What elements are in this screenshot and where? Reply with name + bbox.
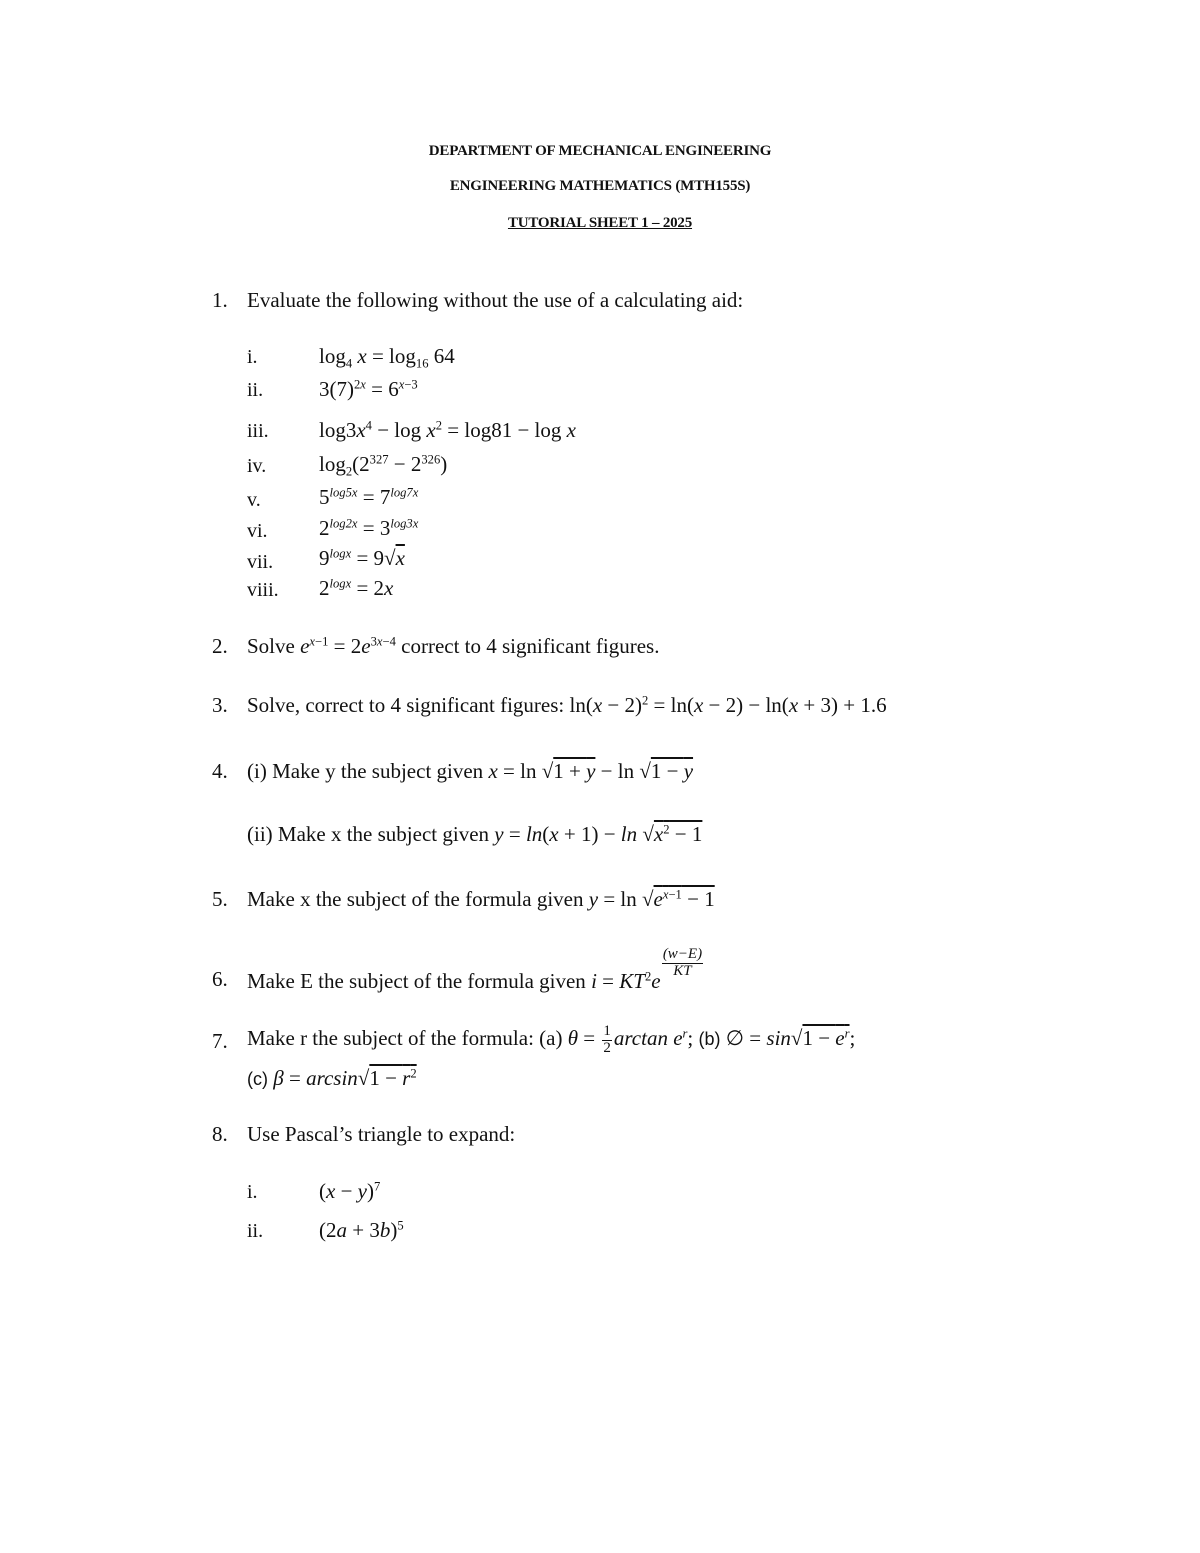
q1-item-8-expression: $2^{logx} = 2x$ xyxy=(319,576,394,600)
q1-item-7-expression: $9^{logx} = 9√x$ xyxy=(319,546,405,570)
question-1-text: Evaluate the following without the use of a calculating aid: xyxy=(247,288,744,312)
department-heading: DEPARTMENT OF MECHANICAL ENGINEERING xyxy=(428,143,772,159)
q1-item-2-expression: $3(7)^{2x} = 6^{x-3}$ xyxy=(319,377,418,401)
q1-item-label: ii. xyxy=(247,379,264,401)
question-4-number: 4. xyxy=(212,759,228,783)
sheet-title: TUTORIAL SHEET 1 – 2025 xyxy=(507,215,693,231)
question-2-number: 2. xyxy=(212,634,228,658)
question-8-number: 8. xyxy=(212,1122,228,1146)
q7-equation-a: θ = $\frac{1}{2}$ $\arctan e^r$; xyxy=(567,1023,694,1056)
q8-item-label: i. xyxy=(247,1181,258,1203)
question-5-number: 5. xyxy=(212,887,228,911)
course-heading: ENGINEERING MATHEMATICS (MTH155S) xyxy=(449,178,751,194)
q2-equation: $e^{x-1} = 2e^{3x-4}$ xyxy=(300,634,396,658)
question-5-text xyxy=(247,887,715,912)
q1-item-label: iii. xyxy=(247,420,269,442)
question-1-number: 1. xyxy=(212,288,228,312)
q1-item-6-expression: $2^{log2x} = 3^{log3x}$ xyxy=(319,516,419,540)
q3-lead-text: Solve, correct to 4 significant figures: xyxy=(247,693,565,717)
q1-item-1-expression: $\log_4 x = \log_{16} 64$ xyxy=(319,344,455,371)
question-7-part-c xyxy=(247,1066,417,1091)
q4-part-1-text: (i) Make y the subject given xyxy=(247,759,484,783)
q7-equation-c: $\beta = \arcsin√1 - r^2$ xyxy=(273,1066,417,1090)
q7-equation-b: ∅ = $\sin√1 - e^r$; xyxy=(725,1026,856,1051)
question-7-number: 7. xyxy=(212,1029,228,1053)
question-6-number: 6. xyxy=(212,967,228,991)
q4-part-2-text: (ii) Make x the subject given xyxy=(247,822,490,846)
question-8-text: Use Pascal’s triangle to expand: xyxy=(247,1122,516,1146)
question-7-text xyxy=(247,1024,855,1057)
q6-lead-text: Make E the subject of the formula given xyxy=(247,969,586,994)
q3-equation: $\ln(x - 2)^2 = \ln(x - 2) - \ln(x + 3) + 1.6$ xyxy=(569,693,887,717)
q8-item-label: ii. xyxy=(247,1220,264,1242)
q1-item-label: viii. xyxy=(247,579,279,601)
q1-item-4-expression: $\log_2(2^{327} - 2^{326})$ xyxy=(319,452,448,479)
q2-lead-text: Solve xyxy=(247,634,295,658)
q1-item-label: v. xyxy=(247,489,261,511)
q5-lead-text: Make x the subject of the formula given xyxy=(247,887,584,911)
q1-item-label: iv. xyxy=(247,455,267,477)
question-3-text xyxy=(247,693,887,718)
q8-item-2-expression: $(2a + 3b)^5$ xyxy=(319,1218,404,1242)
q7-lead-text: Make r the subject of the formula: (a) xyxy=(247,1026,563,1051)
q5-equation: $y = \ln √e^{x-1} - 1$ xyxy=(588,887,715,911)
question-6-text xyxy=(247,946,711,994)
q7-part-c-label: (c) xyxy=(247,1069,268,1089)
q7-part-b-label: (b) xyxy=(698,1029,721,1050)
q4-part-2-equation: $y = \ln(x + 1) - \ln √x^2 - 1$ xyxy=(494,822,703,846)
q1-item-label: vi. xyxy=(247,520,268,542)
question-2-text xyxy=(247,634,659,659)
q6-exponent-fraction: $\frac{(w-E)}{KT}$ xyxy=(662,946,703,979)
q8-item-1-expression: $(x - y)^7$ xyxy=(319,1179,381,1203)
q1-item-5-expression: $5^{log5x} = 7^{log7x}$ xyxy=(319,485,419,509)
q2-trail-text: correct to 4 significant figures. xyxy=(401,634,660,658)
question-3-number: 3. xyxy=(212,693,228,717)
question-4-part-2 xyxy=(247,822,702,847)
q6-equation: $i = KT^2e$ xyxy=(591,969,661,994)
q1-item-label: i. xyxy=(247,346,258,368)
question-4-part-1 xyxy=(247,759,693,784)
q1-item-label: vii. xyxy=(247,551,274,573)
q4-part-1-equation: x = ln √1 + y − ln √1 − y xyxy=(488,759,694,783)
q1-item-3-expression: $\log 3x^4 - \log x^2 = \log 81 - \log x$ xyxy=(319,418,576,442)
